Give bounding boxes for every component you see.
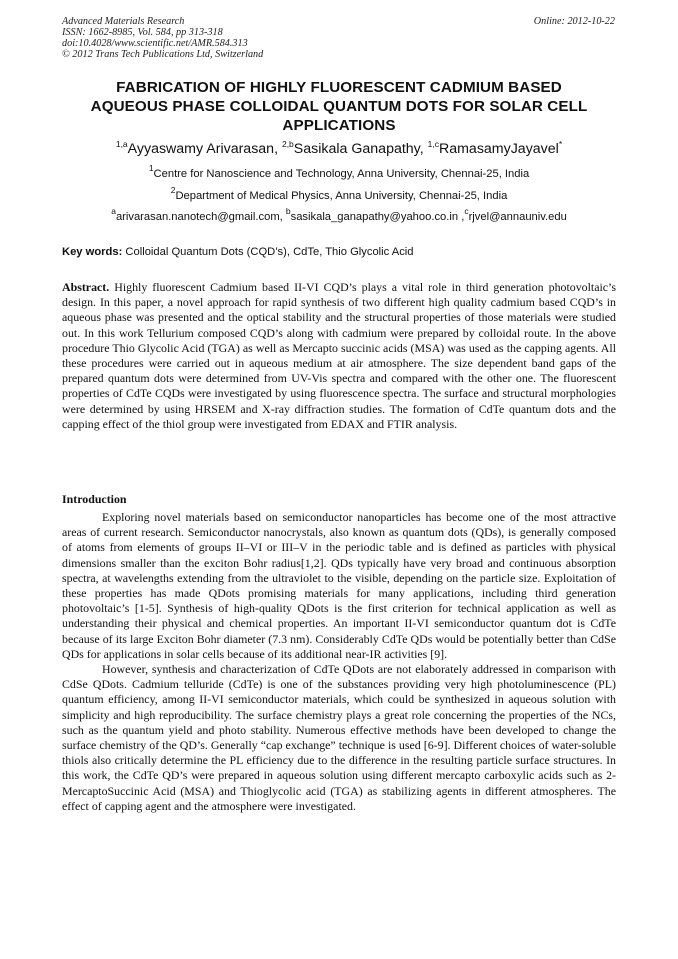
title-line-2: AQUEOUS PHASE COLLOIDAL QUANTUM DOTS FOR SOLAR CELL (90, 98, 588, 115)
author-1-name: Ayyaswamy Arivarasan, (127, 141, 279, 157)
abstract-label: Abstract. (62, 280, 110, 294)
title-line-3: APPLICATIONS (282, 117, 396, 134)
introduction-heading: Introduction (62, 492, 127, 506)
affiliation-2 (62, 185, 616, 202)
paper-title (62, 78, 616, 135)
introduction-paragraph-1: Exploring novel materials based on semiconductor nanoparticles has become one of the most attractive areas of current research. Semiconductor nanocrystals, also known as quantum dots (QDs), is generally composed of atoms from elements of groups II–VI or III–V in the periodic table and is defined as particles with physical dimensions smaller than the exciton Bohr radius[1,2]. QDs typically have very broad and continuous absorption spectra, at wavelengths extending from the ultraviolet to the visible, depending on the particle size. Exploitation of these properties has made QDots promising materials for many applications, including third generation photovoltaic’s [1-5]. Synthesis of high-quality QDots is the first criterion for technical application as well as understanding their physical and chemical properties. An important II-VI semiconductor quantum dot is CdTe because of its large Exciton Bohr diameter (7.3 nm). Considerably CdTe QDs would be potentially better than CdSe QDs for applications in solar cells because of its additional near-IR activities [9]. (62, 510, 616, 661)
introduction-body (62, 510, 616, 814)
author-3-name: RamasamyJayavel (438, 141, 559, 157)
affiliation-1 (62, 163, 616, 180)
online-date: Online: 2012-10-22 (533, 16, 615, 27)
title-line-1: FABRICATION OF HIGHLY FLUORESCENT CADMIUM BASED (116, 79, 562, 96)
affiliation-1-text: Centre for Nanoscience and Technology, Anna University, Chennai-25, India (153, 168, 530, 180)
email-c[interactable]: rjvel@annauniv.edu (468, 211, 567, 223)
author-2-name: Sasikala Ganapathy, (293, 141, 424, 157)
author-2-sup: 2,b (281, 139, 294, 149)
copyright-line: © 2012 Trans Tech Publications Ltd, Switzerland (62, 49, 264, 60)
abstract (62, 280, 616, 432)
affiliation-2-sup: 2 (170, 185, 176, 195)
keywords-label: Key words: (62, 246, 123, 258)
email-a-sup: a (111, 206, 116, 216)
journal-name: Advanced Materials Research (62, 16, 185, 27)
doi-line: doi:10.4028/www.scientific.net/AMR.584.313 (62, 38, 248, 49)
keywords (62, 246, 414, 258)
issn-line: ISSN: 1662-8985, Vol. 584, pp 313-318 (62, 27, 223, 38)
author-3-sup: 1,c (427, 139, 439, 149)
email-a[interactable]: arivarasan.nanotech@gmail.com, (115, 211, 286, 223)
email-b-sup: b (285, 206, 291, 216)
email-b[interactable]: sasikala_ganapathy@yahoo.co.in , (290, 211, 465, 223)
email-line (62, 206, 616, 223)
keywords-text: Colloidal Quantum Dots (CQD’s), CdTe, Thio Glycolic Acid (122, 246, 414, 258)
author-list (62, 141, 616, 157)
affiliation-2-text: Department of Medical Physics, Anna University, Chennai-25, India (175, 190, 508, 202)
introduction-paragraph-2: However, synthesis and characterization of CdTe QDots are not elaborately addressed in comparison with CdSe QDots. Cadmium telluride (CdTe) is one of the substances providing very high photoluminescence (PL) quantum efficiency, among II-VI semiconductor materials, which could be synthesized in aqueous solution with simplicity and high reproducibility. The surface chemistry plays a great role concerning the properties of the NCs, such as the quantum yield and photo stability. Numerous effective methods have been developed to change the surface chemistry of the QD’s. Generally “cap exchange” technique is used [6-9]. Different choices of water-soluble thiols also critically determine the PL efficiency due to the difference in the resulting particle surface structures. In this work, the CdTe QD’s were prepared in aqueous solution using different mercapto carboxylic acids such as 2-MercaptoSuccinic Acid (MSA) and Thioglycolic acid (TGA) as stabilizing agents in different atmospheres. The effect of capping agent and the atmosphere were investigated. (62, 662, 616, 813)
email-c-sup: c (464, 206, 469, 216)
corresponding-mark: * (558, 139, 563, 149)
affiliation-1-sup: 1 (148, 163, 154, 173)
author-1-sup: 1,a (115, 139, 128, 149)
abstract-text: Highly fluorescent Cadmium based II-VI CQD’s plays a vital role in third generation photovoltaic’s design. In this paper, a novel approach for rapid synthesis of two different high quality cadmium based CQD’s in aqueous phase was presented and the optical stability and the structural properties of those materials were studied out. In this work Tellurium composed CQD’s along with cadmium were prepared by colloidal route. In the above procedure Thio Glycolic Acid (TGA) as well as Mercapto succinic acids (MSA) was used as the capping agents. All these procedures were carried out in aqueous medium at air atmosphere. The size dependent band gaps of the prepared quantum dots were determined from UV-Vis spectra and compared with the other one. The fluorescent properties of CdTe CQDs were investigated by using fluorescence spectra. The surface and structural morphologies were determined by using HRSEM and X-ray diffraction studies. The formation of CdTe quantum dots and the capping effect of the thiol group were investigated from EDAX and FTIR analysis. (62, 280, 616, 431)
